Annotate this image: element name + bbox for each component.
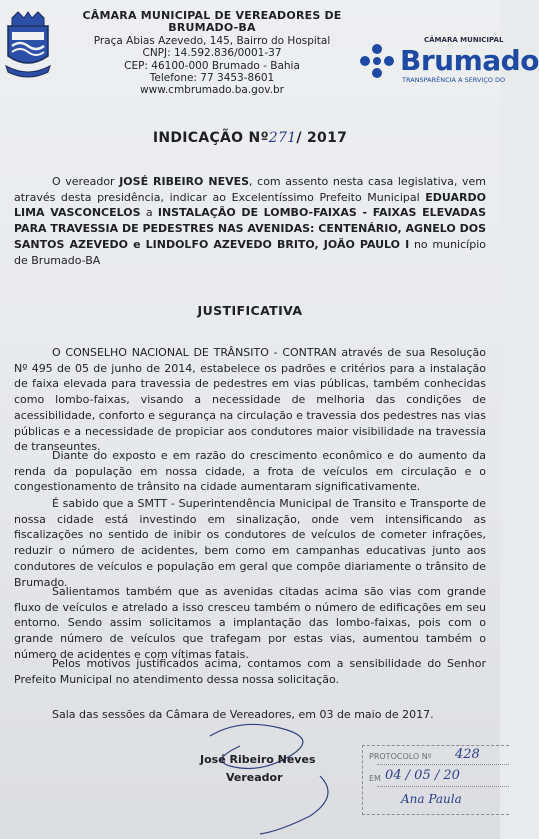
heading-number: 271 [268, 130, 297, 146]
paragraph [14, 584, 486, 663]
paragraph [14, 656, 486, 687]
date-label: EM [369, 774, 381, 783]
closing-line: Sala das sessões da Câmara de Vereadores, em 03 de maio de 2017. [52, 708, 434, 721]
municipal-coat-of-arms [2, 8, 54, 84]
paragraph [14, 496, 486, 590]
logo-brand: Brumado [400, 44, 539, 77]
request-text: INSTALAÇÃO DE LOMBO-FAIXAS - FAIXAS ELEVADAS PARA TRAVESSIA DE PEDESTRES NAS AVENIDAS: CENTENÁRIO, AGNELO DOS SANTOS AZEVEDO [14, 206, 486, 251]
councilman-name: JOSÉ RIBEIRO NEVES [119, 175, 250, 188]
flower-logo-icon [358, 42, 396, 80]
cep: CEP: 46100-000 Brumado - Bahia [124, 59, 300, 72]
avenues-text: LINDOLFO AZEVEDO BRITO, JOÃO PAULO I [145, 237, 410, 251]
paragraph-text: É sabido que a SMTT - Superintendência Municipal de Transito e Transporte de nossa cidade está investindo em sinalização, onde vem intensificando as fiscalizações no sentido de inibir os condutores de veículos de cometer infrações, reduzir o número de acidentes, bem como em campanhas educativas junto aos condutores de veículos e população em geral que compõe diariamente o trânsito de Brumado. [14, 497, 486, 589]
address: Praça Abias Azevedo, 145, Bairro do Hospital [93, 34, 331, 47]
stamp-line [377, 764, 509, 765]
paragraph-text: O CONSELHO NACIONAL DE TRÂNSITO - CONTRAN através de sua Resolução Nº 495 de 05 de junho de 2014, estabelece os padrões e critérios para a instalação de faixa elevada para travessia de pedestres em vias públicas, também conhecidas como lombo-faixas, visando a necessidade de melhoria das condições de acessibilidade, conforto e segurança na circulação e travessia dos pedestres nas vias públicas e a necessidade de propiciar aos condutores maior visibilidade na travessia de transeuntes. [14, 346, 486, 454]
paragraph [14, 448, 486, 495]
signer-role: Vereador [226, 771, 283, 784]
heading-suffix: / 2017 [296, 130, 348, 146]
justification-title: JUSTIFICATIVA [197, 303, 303, 318]
protocol-number: 428 [455, 747, 480, 762]
institution-name: CÂMARA MUNICIPAL DE VEREADORES DE BRUMADO-BA [82, 9, 342, 35]
heading-prefix: INDICAÇÃO Nº [152, 130, 269, 146]
intro-text-3: a [140, 206, 158, 220]
paragraph [14, 345, 486, 455]
document-heading [0, 130, 500, 146]
stamp-initials: Ana Paula [401, 792, 462, 806]
stamp-line [377, 786, 509, 787]
paragraph-text: Salientamos também que as avenidas citadas acima são vias com grande fluxo de veículos e atrelado a isso cresceu também o número de edificações em seu entorno. Sendo assim solicitamos a implantação das lombo-faixas, pois com o grande número de veículos que trafegam por estas vias, aumentou também o número de acidentes e com vítimas fatais. [14, 585, 486, 661]
camara-brumado-logo [358, 36, 539, 96]
website: www.cmbrumado.ba.gov.br [140, 84, 284, 97]
intro-text-4: e [128, 237, 146, 251]
intro-paragraph [14, 174, 486, 268]
intro-text-1: O vereador [52, 175, 120, 188]
logo-tagline: TRANSPARÊNCIA A SERVIÇO DO [402, 76, 506, 84]
protocol-label: PROTOCOLO Nº [369, 752, 432, 761]
cnpj: CNPJ: 14.592.836/0001-37 [142, 47, 282, 60]
letterhead [62, 10, 362, 97]
mayor-name: EDUARDO LIMA VASCONCELOS [14, 190, 486, 220]
intro-text-5: no município de Brumado-BA [14, 237, 486, 267]
paragraph-text: Pelos motivos justificados acima, contamos com a sensibilidade do Senhor Prefeito Municipal no atendimento dessa nossa solicitação. [14, 657, 486, 686]
signer-name: José Ribeiro Neves [200, 753, 316, 766]
stamp-date: 04 / 05 / 20 [385, 768, 460, 783]
protocol-stamp [362, 745, 509, 815]
phone: Telefone: 77 3453-8601 [149, 72, 275, 85]
intro-text-2: , com assento nesta casa legislativa, vem através desta presidência, indicar ao Excelentíssimo Prefeito Municipal [14, 175, 486, 204]
logo-top-text: CÂMARA MUNICIPAL [424, 36, 504, 44]
paragraph-text: Diante do exposto e em razão do crescimento econômico e do aumento da renda da população em nossa cidade, a frota de veículos em circulação e o congestionamento de trânsito na cidade aumentaram significativamente. [14, 449, 486, 494]
